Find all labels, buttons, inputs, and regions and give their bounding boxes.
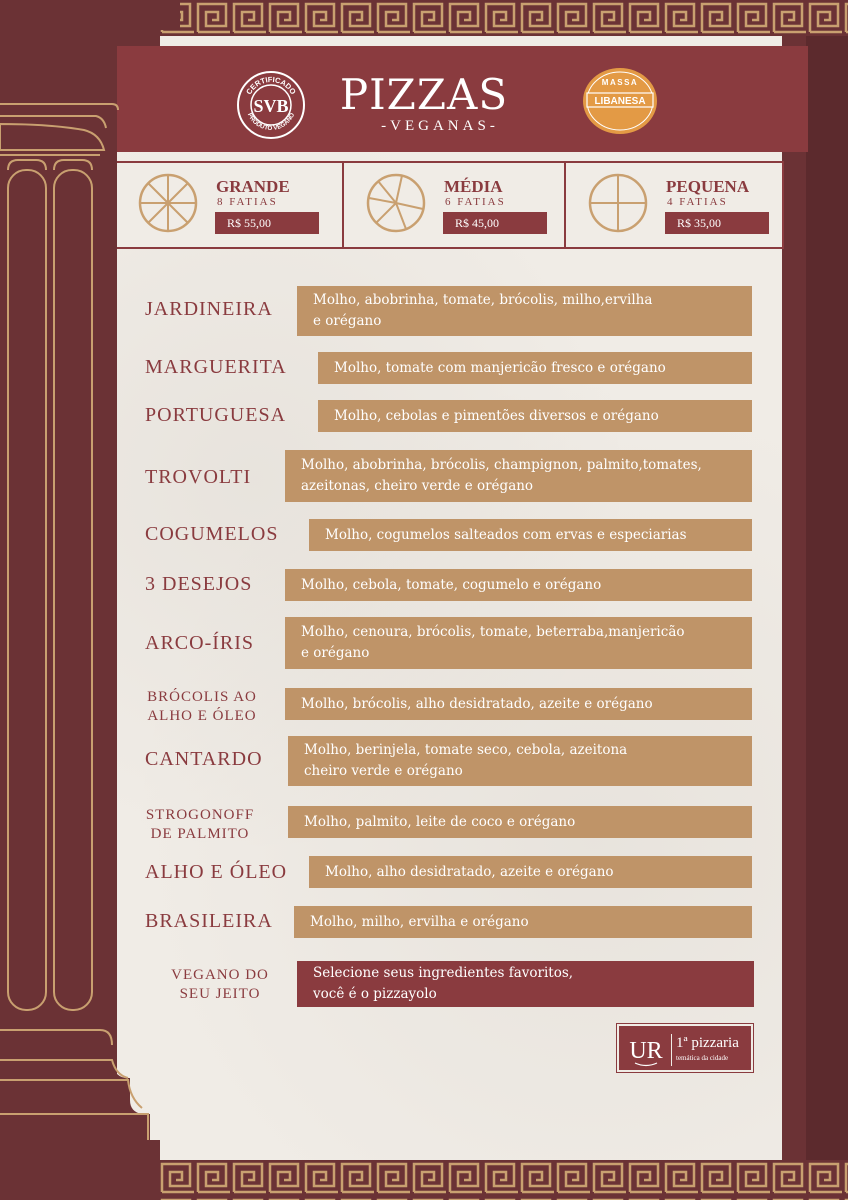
size-slices: 4 FATIAS [667, 196, 728, 208]
vegan-certified-seal [236, 70, 306, 140]
size-pequena [566, 163, 782, 247]
right-border [782, 0, 848, 1200]
greek-key-border-top [160, 0, 848, 36]
greek-column-decoration [0, 0, 180, 1200]
pizza-name: TROVOLTI [145, 466, 252, 488]
pizza-name: ALHO E ÓLEO [145, 861, 288, 883]
pizza-name: 3 DESEJOS [145, 573, 253, 595]
pizza-description: Molho, palmito, leite de coco e orégano [288, 806, 752, 838]
pizza-name: CANTARDO [145, 748, 263, 770]
pizza-name: COGUMELOS [145, 523, 279, 545]
pizza-description: Molho, tomate com manjericão fresco e orégano [318, 352, 752, 384]
greek-key-border-bottom [160, 1160, 848, 1200]
svg-text:MASSA: MASSA [601, 78, 639, 87]
logo-tagline-1: 1ª pizzaria [676, 1035, 739, 1051]
pizza-description: Molho, abobrinha, brócolis, champignon, palmito,tomates, azeitonas, cheiro verde e orégano [285, 450, 752, 502]
pizza-name: BRÓCOLIS AO ALHO E ÓLEO [147, 689, 257, 724]
page-title: PIZZAS [339, 70, 509, 119]
pizza-4-slices-icon [588, 173, 648, 233]
svg-text:SVB: SVB [253, 96, 289, 116]
massa-libanesa-seal [581, 67, 659, 135]
pizza-description: Molho, cenoura, brócolis, tomate, beterraba,manjericão e orégano [285, 617, 752, 669]
size-media [344, 163, 566, 247]
pizza-description: Molho, milho, ervilha e orégano [294, 906, 752, 938]
pizza-6-slices-icon [366, 173, 426, 233]
pizza-name: PORTUGUESA [145, 404, 287, 426]
pizza-description: Molho, cebolas e pimentões diversos e orégano [318, 400, 752, 432]
ur-monogram-icon [625, 1030, 667, 1070]
pizza-description: Molho, alho desidratado, azeite e orégano [309, 856, 752, 888]
svg-text:PRODUTO VEGANO: PRODUTO VEGANO [245, 111, 297, 133]
pizza-name: STROGONOFF DE PALMITO [145, 807, 255, 842]
pizza-description: Molho, abobrinha, tomate, brócolis, milho,ervilha e orégano [297, 286, 752, 336]
page-subtitle: -VEGANAS- [381, 118, 499, 134]
pizza-description: Molho, brócolis, alho desidratado, azeite e orégano [285, 688, 752, 720]
size-slices: 8 FATIAS [217, 196, 278, 208]
pizza-name: JARDINEIRA [145, 298, 273, 320]
pizzeria-logo [617, 1024, 753, 1072]
pizza-description: Molho, cogumelos salteados com ervas e especiarias [309, 519, 752, 551]
pizza-name: BRASILEIRA [145, 910, 273, 932]
size-price: R$ 35,00 [665, 212, 769, 234]
pizza-description: Molho, berinjela, tomate seco, cebola, azeitona cheiro verde e orégano [288, 736, 752, 786]
size-price: R$ 55,00 [215, 212, 319, 234]
logo-tagline-2: temática da cidade [676, 1054, 729, 1062]
size-name: PEQUENA [666, 177, 750, 196]
size-slices: 6 FATIAS [445, 196, 506, 208]
pizza-name: VEGANO DO SEU JEITO [171, 967, 269, 1002]
size-price: R$ 45,00 [443, 212, 547, 234]
pizza-name: ARCO-ÍRIS [145, 632, 255, 654]
pizza-name: MARGUERITA [145, 356, 287, 378]
size-price-table [114, 161, 784, 249]
pizza-description: Molho, cebola, tomate, cogumelo e orégano [285, 569, 752, 601]
svg-text:UR: UR [629, 1038, 663, 1064]
custom-pizza-description: Selecione seus ingredientes favoritos, você é o pizzayolo [297, 961, 754, 1007]
svg-text:CERTIFICADO: CERTIFICADO [244, 74, 298, 97]
size-name: GRANDE [216, 177, 290, 196]
svg-text:LIBANESA: LIBANESA [594, 96, 646, 107]
size-name: MÉDIA [444, 177, 503, 196]
